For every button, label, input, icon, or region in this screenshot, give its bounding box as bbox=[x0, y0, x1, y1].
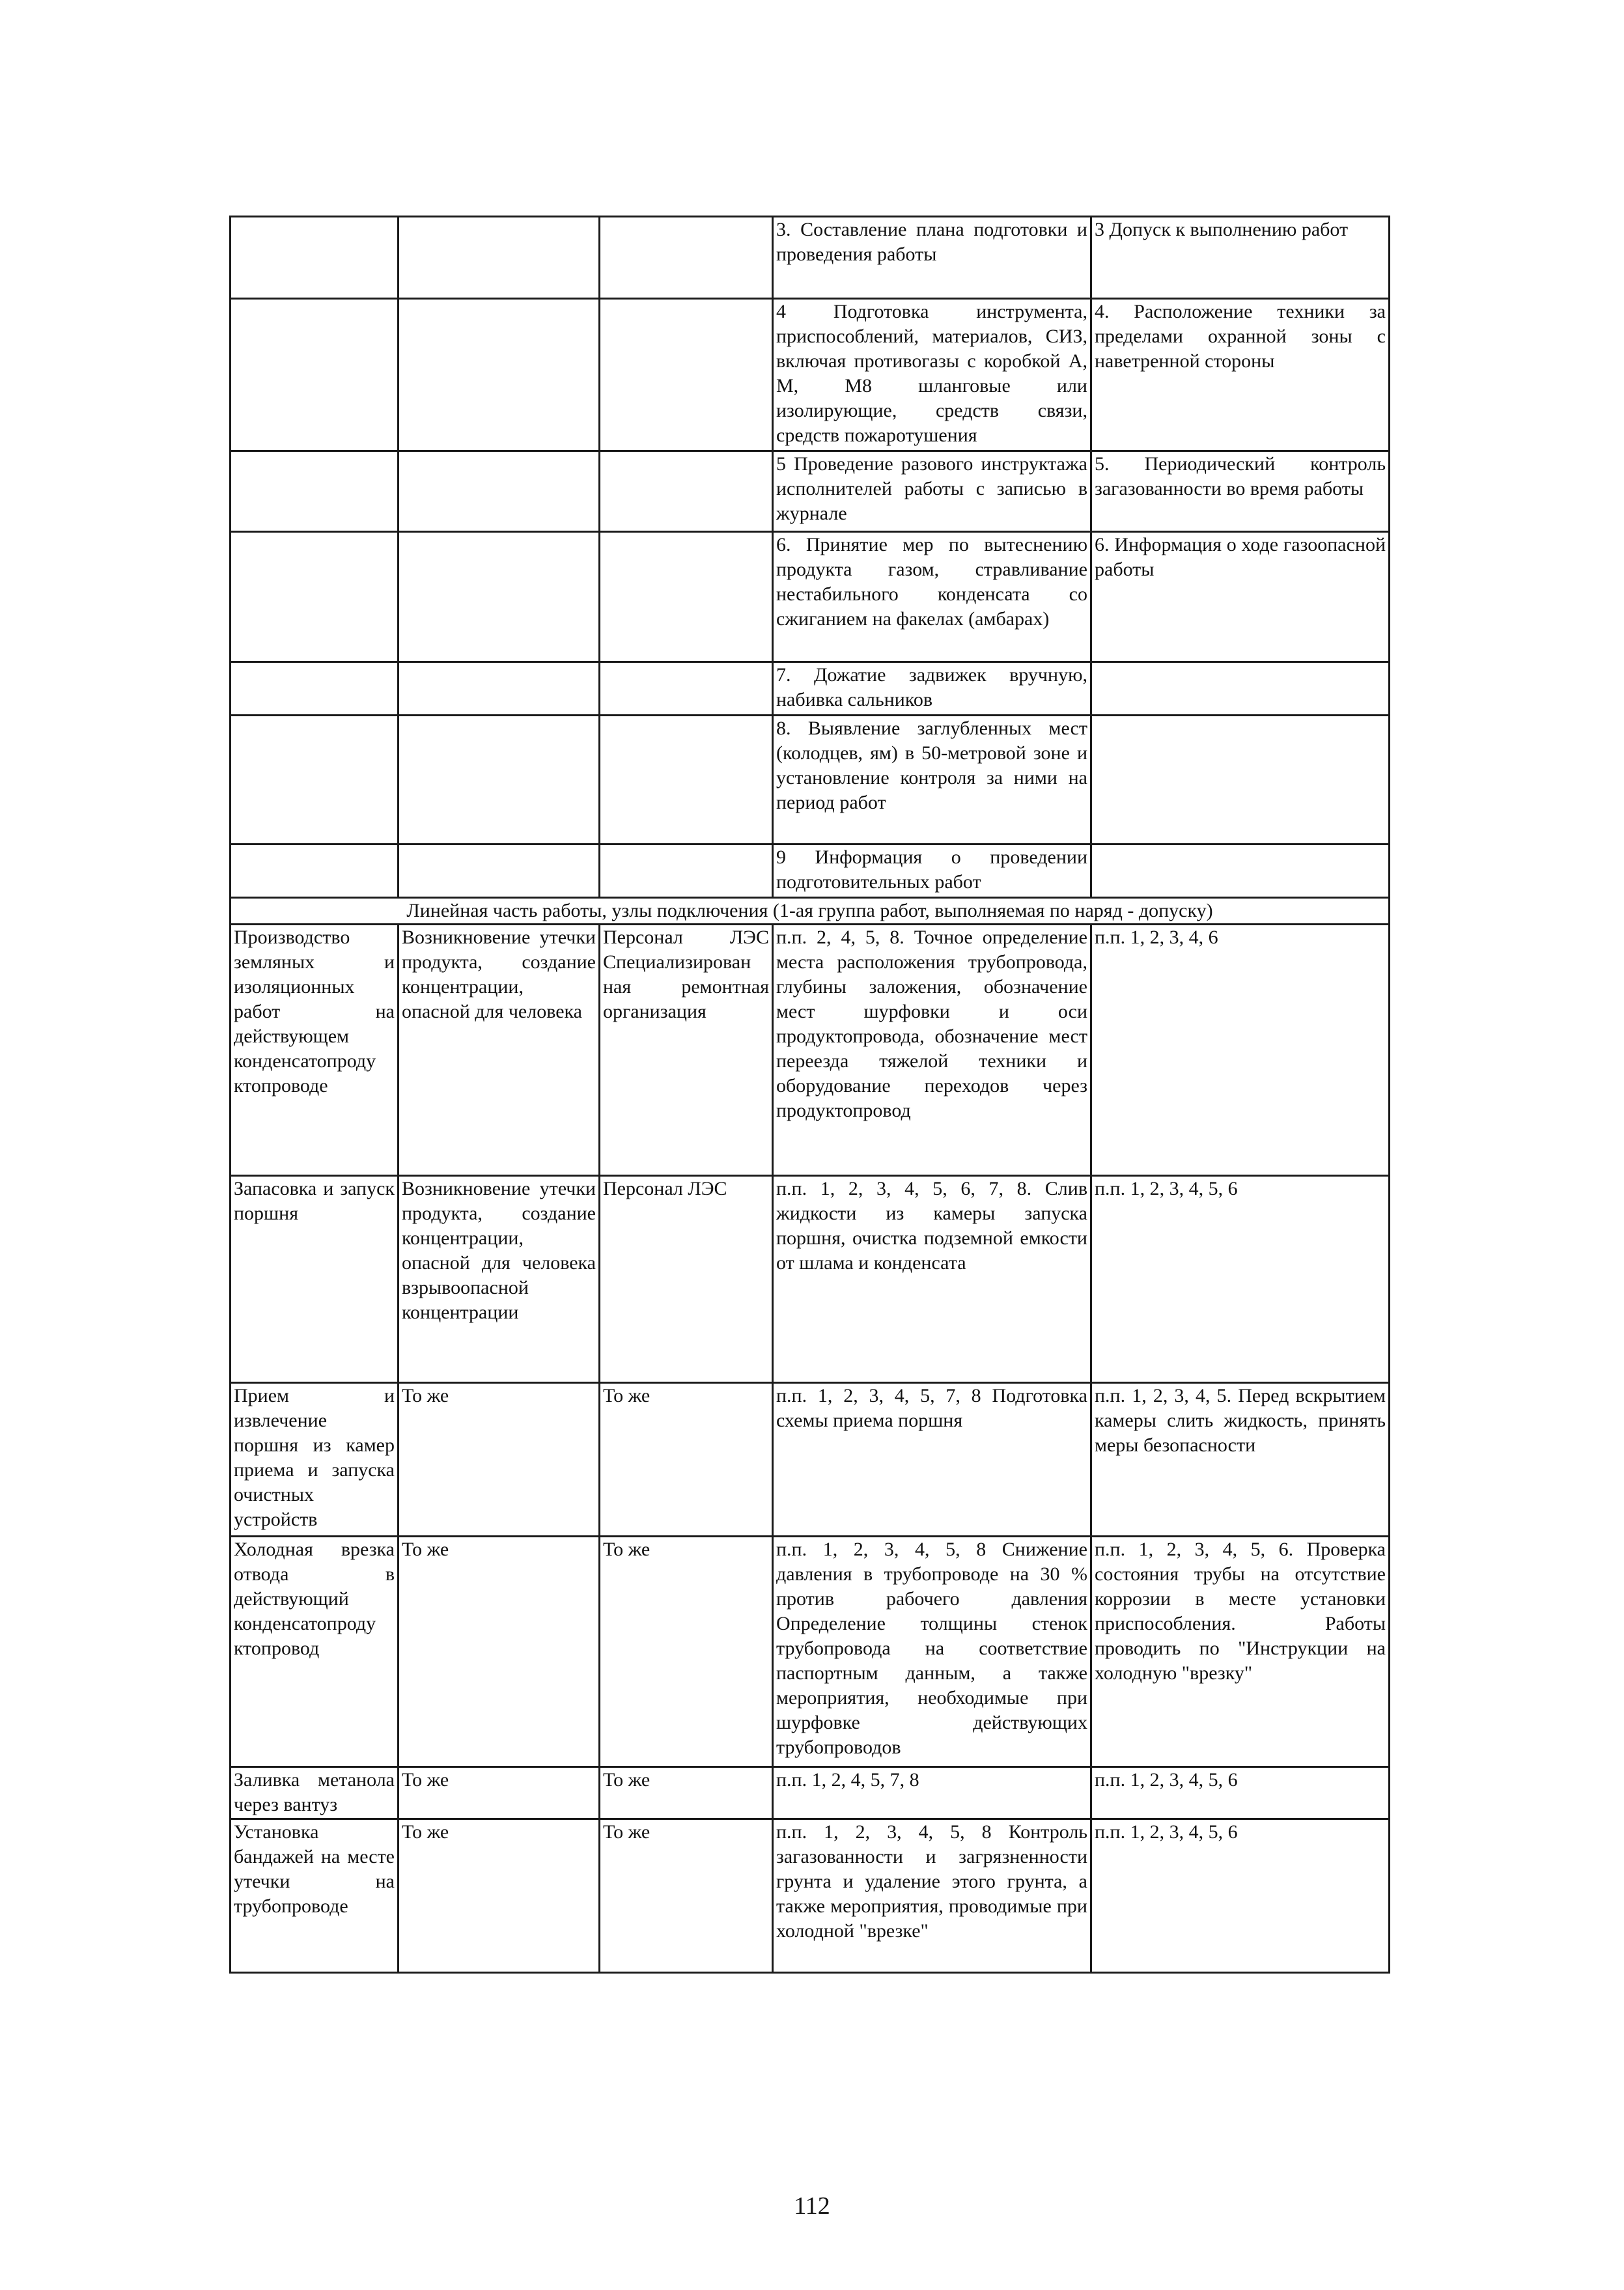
table-cell bbox=[399, 716, 600, 845]
table-row bbox=[231, 845, 1390, 898]
table-row bbox=[231, 451, 1390, 532]
table-row bbox=[231, 1383, 1390, 1537]
table-cell bbox=[1091, 845, 1390, 898]
table-cell bbox=[231, 845, 399, 898]
table-cell bbox=[231, 217, 399, 299]
table-cell bbox=[600, 299, 773, 451]
table-cell bbox=[600, 451, 773, 532]
table-cell: п.п. 1, 2, 3, 4, 5, 8 Снижение давления в трубопроводе на 30 % против рабочего давления Определение толщины стенок трубопровода на соответствие паспортным данным, а также мероприятия, необходимые при шурфовке действующих трубопроводов bbox=[773, 1537, 1091, 1767]
table-cell bbox=[1091, 716, 1390, 845]
table-cell bbox=[600, 217, 773, 299]
table-cell: 6. Информация о ходе газоопасной работы bbox=[1091, 532, 1390, 662]
table-cell bbox=[600, 845, 773, 898]
table-cell bbox=[1091, 662, 1390, 716]
table-row bbox=[231, 532, 1390, 662]
table-cell: 9 Информация о проведении подготовительных работ bbox=[773, 845, 1091, 898]
table-cell bbox=[231, 662, 399, 716]
table-cell bbox=[231, 299, 399, 451]
table-cell: То же bbox=[600, 1383, 773, 1537]
table-cell: То же bbox=[600, 1819, 773, 1973]
table-cell: Прием и извлечение поршня из камер приема и запуска очистных устройств bbox=[231, 1383, 399, 1537]
table-cell: Возникновение утечки продукта, создание концентрации, опасной для человека bbox=[399, 925, 600, 1176]
table-cell: п.п. 1, 2, 3, 4, 6 bbox=[1091, 925, 1390, 1176]
table-cell bbox=[399, 662, 600, 716]
table-cell: Производство земляных и изоляционных работ на действующем конденсатопроду ктопроводе bbox=[231, 925, 399, 1176]
table-cell: Установка бандажей на месте утечки на трубопроводе bbox=[231, 1819, 399, 1973]
table-row bbox=[231, 1176, 1390, 1383]
table-cell: 8. Выявление заглубленных мест (колодцев, ям) в 50-метровой зоне и установление контроля за ними на период работ bbox=[773, 716, 1091, 845]
table-cell bbox=[231, 716, 399, 845]
section-header: Линейная часть работы, узлы подключения (1-ая группа работ, выполняемая по наряд - допуску) bbox=[231, 898, 1390, 925]
table-row bbox=[231, 1537, 1390, 1767]
table-cell: 5 Проведение разового инструктажа исполнителей работы с записью в журнале bbox=[773, 451, 1091, 532]
table-row bbox=[231, 716, 1390, 845]
table-cell: Возникновение утечки продукта, создание концентрации, опасной для человека взрывоопасной концентрации bbox=[399, 1176, 600, 1383]
table-cell: п.п. 1, 2, 3, 4, 5, 6, 7, 8. Слив жидкости из камеры запуска поршня, очистка подземной емкости от шлама и конденсата bbox=[773, 1176, 1091, 1383]
table-cell: п.п. 1, 2, 3, 4, 5, 7, 8 Подготовка схемы приема поршня bbox=[773, 1383, 1091, 1537]
table-cell bbox=[600, 716, 773, 845]
table-row bbox=[231, 299, 1390, 451]
table-cell: 3. Составление плана подготовки и проведения работы bbox=[773, 217, 1091, 299]
table-cell: п.п. 1, 2, 3, 4, 5, 8 Контроль загазованности и загрязненности грунта и удаление этого грунта, а также мероприятия, проводимые при холодной "врезке" bbox=[773, 1819, 1091, 1973]
table-cell: п.п. 1, 2, 4, 5, 7, 8 bbox=[773, 1767, 1091, 1819]
table-cell bbox=[399, 299, 600, 451]
table-cell bbox=[399, 451, 600, 532]
table-cell: 4 Подготовка инструмента, приспособлений, материалов, СИЗ, включая противогазы с коробкой А, М, М8 шланговые или изолирующие, средств связи, средств пожаротушения bbox=[773, 299, 1091, 451]
table-row bbox=[231, 1767, 1390, 1819]
table-cell: Заливка метанола через вантуз bbox=[231, 1767, 399, 1819]
table-cell: 5. Периодический контроль загазованности во время работы bbox=[1091, 451, 1390, 532]
table-cell: п.п. 1, 2, 3, 4, 5, 6 bbox=[1091, 1819, 1390, 1973]
table-cell: п.п. 1, 2, 3, 4, 5, 6 bbox=[1091, 1767, 1390, 1819]
table-row bbox=[231, 925, 1390, 1176]
page-number: 112 bbox=[794, 2192, 830, 2220]
table-cell: 6. Принятие мер по вытеснению продукта газом, стравливание нестабильного конденсата со сжиганием на факелах (амбарах) bbox=[773, 532, 1091, 662]
section-header-row bbox=[231, 898, 1390, 925]
table-cell bbox=[399, 845, 600, 898]
table-cell: Холодная врезка отвода в действующий конденсатопроду ктопровод bbox=[231, 1537, 399, 1767]
table-cell bbox=[231, 451, 399, 532]
table-cell: То же bbox=[600, 1767, 773, 1819]
table-cell: То же bbox=[399, 1383, 600, 1537]
work-table bbox=[229, 216, 1390, 1974]
table-cell: п.п. 1, 2, 3, 4, 5, 6. Проверка состояния трубы на отсутствие коррозии в месте установки приспособления. Работы проводить по "Инструкции на холодную "врезку" bbox=[1091, 1537, 1390, 1767]
table-cell bbox=[399, 217, 600, 299]
table-cell: То же bbox=[399, 1537, 600, 1767]
table-row bbox=[231, 217, 1390, 299]
table-row bbox=[231, 662, 1390, 716]
table-row bbox=[231, 1819, 1390, 1973]
table-cell: п.п. 2, 4, 5, 8. Точное определение места расположения трубопровода, глубины заложения, обозначение мест шурфовки и оси продуктопровода, обозначение мест переезда тяжелой техники и оборудование переходов через продуктопровод bbox=[773, 925, 1091, 1176]
table-cell: Запасовка и запуск поршня bbox=[231, 1176, 399, 1383]
table-cell bbox=[231, 532, 399, 662]
table-cell: Персонал ЛЭС bbox=[600, 1176, 773, 1383]
table-cell: 4. Расположение техники за пределами охранной зоны с наветренной стороны bbox=[1091, 299, 1390, 451]
table-cell: То же bbox=[600, 1537, 773, 1767]
table-cell bbox=[600, 662, 773, 716]
table-cell bbox=[399, 532, 600, 662]
table-cell: То же bbox=[399, 1767, 600, 1819]
table-cell: Персонал ЛЭС Специализирован ная ремонтная организация bbox=[600, 925, 773, 1176]
table-cell: То же bbox=[399, 1819, 600, 1973]
table-cell: п.п. 1, 2, 3, 4, 5, 6 bbox=[1091, 1176, 1390, 1383]
table-cell: 3 Допуск к выполнению работ bbox=[1091, 217, 1390, 299]
table-cell: п.п. 1, 2, 3, 4, 5. Перед вскрытием камеры слить жидкость, принять меры безопасности bbox=[1091, 1383, 1390, 1537]
table-cell: 7. Дожатие задвижек вручную, набивка сальников bbox=[773, 662, 1091, 716]
table-cell bbox=[600, 532, 773, 662]
